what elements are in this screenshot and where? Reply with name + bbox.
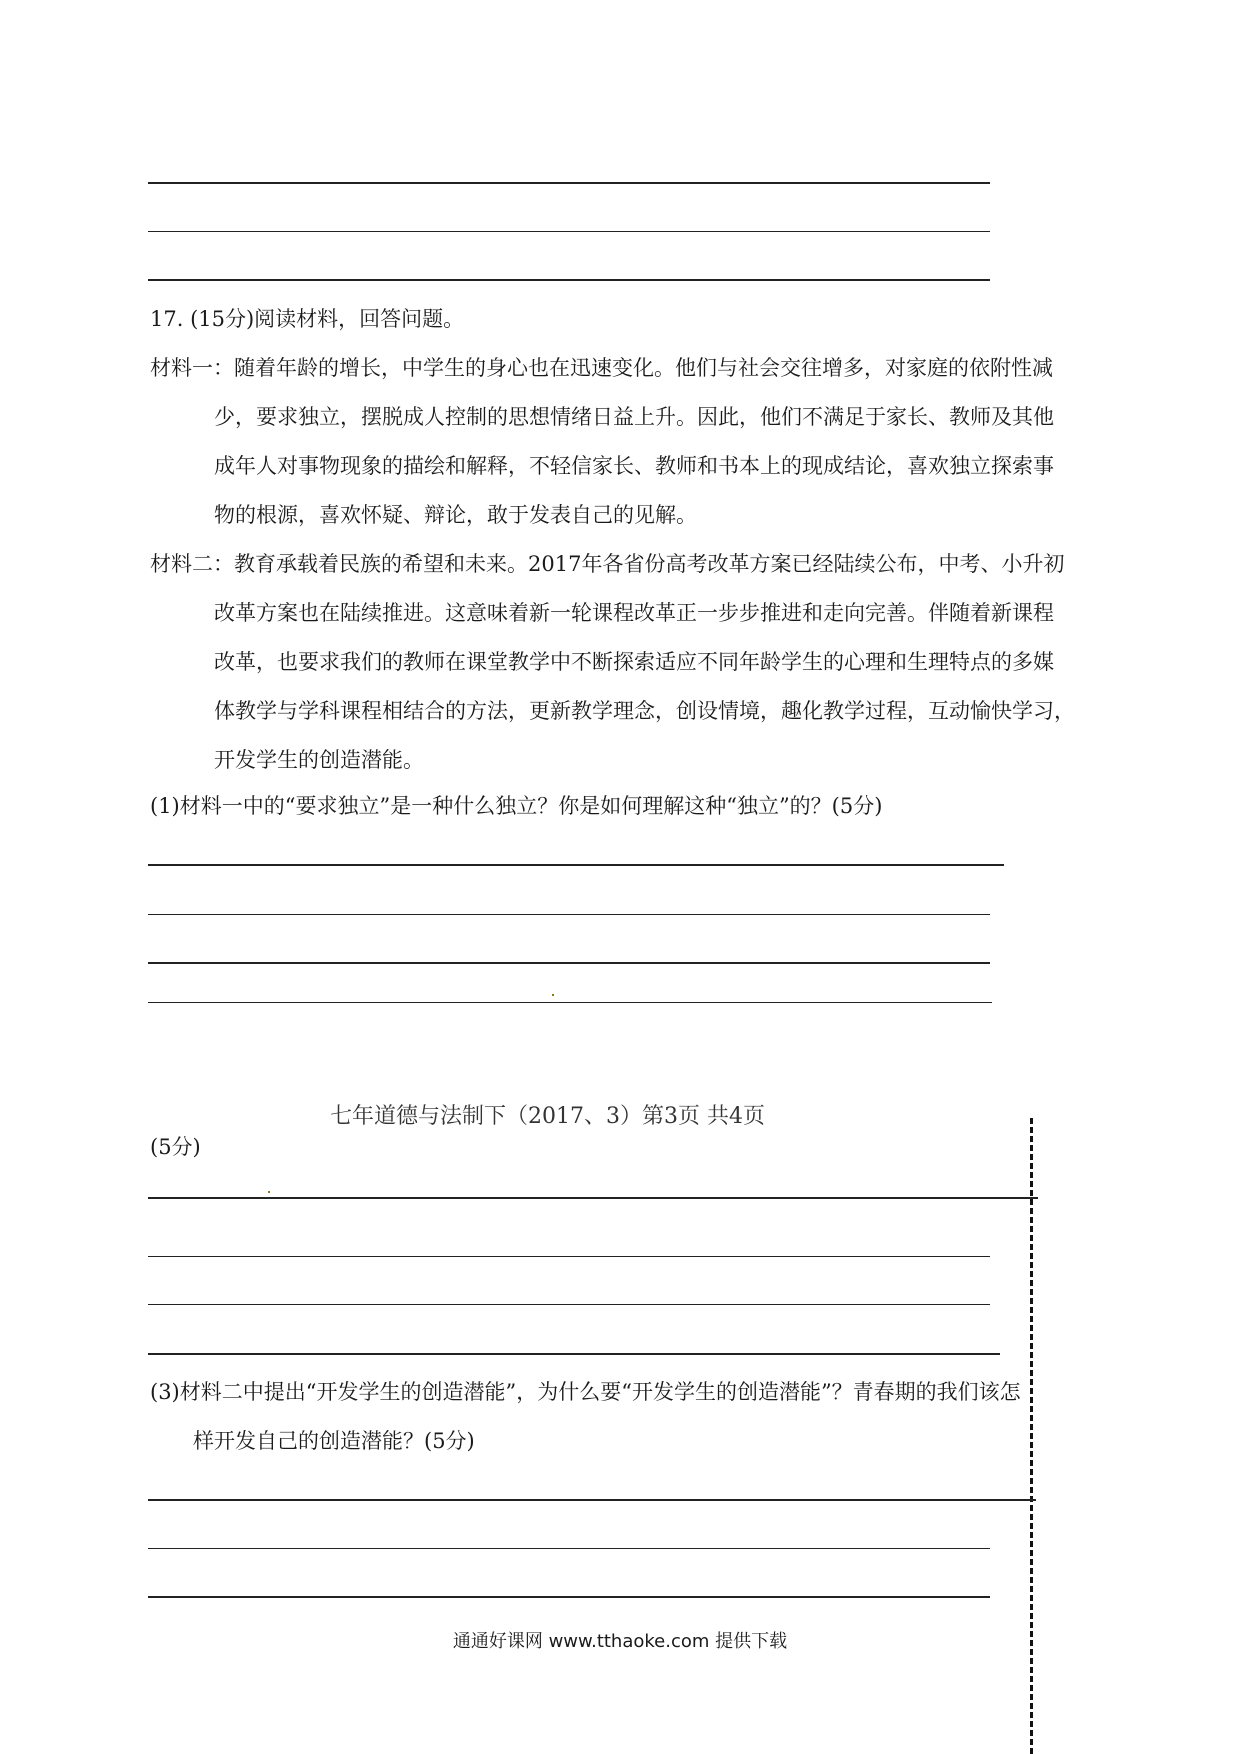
answer-line bbox=[148, 864, 1004, 866]
material-one-line: 物的根源，喜欢怀疑、辩论，敢于发表自己的见解。 bbox=[214, 503, 697, 527]
answer-line bbox=[148, 1197, 1038, 1199]
answer-line bbox=[148, 1548, 990, 1549]
material-two-line: 体教学与学科课程相结合的方法，更新教学理念，创设情境，趣化教学过程，互动愉快学习， bbox=[214, 699, 1075, 723]
material-two-line: 改革方案也在陆续推进。这意味着新一轮课程改革正一步步推进和走向完善。伴随着新课程 bbox=[214, 601, 1054, 625]
answer-line bbox=[148, 914, 990, 915]
sub-question-1: (1)材料一中的“要求独立”是一种什么独立？你是如何理解这种“独立”的？(5分) bbox=[150, 794, 883, 818]
page-footer-cut: 七年道德与法制下（2017、3）第3页 共4页 bbox=[330, 1104, 765, 1129]
answer-line bbox=[148, 962, 990, 964]
answer-line bbox=[148, 231, 990, 232]
binding-dashed-line bbox=[1030, 1118, 1033, 1754]
answer-line bbox=[148, 1596, 990, 1598]
material-two-label: 材料二： bbox=[150, 552, 234, 576]
material-one-line: 成年人对事物现象的描绘和解释，不轻信家长、教师和书本上的现成结论，喜欢独立探索事 bbox=[214, 454, 1054, 478]
question-header: 17. (15分)阅读材料，回答问题。 bbox=[150, 307, 465, 331]
answer-line bbox=[148, 1499, 1036, 1501]
answer-line bbox=[148, 1256, 990, 1257]
answer-line bbox=[148, 1353, 1000, 1355]
material-one-first-line bbox=[150, 344, 1100, 393]
material-two-first-line bbox=[150, 540, 1100, 589]
material-two bbox=[150, 540, 1100, 785]
sub-question-3-line1: (3)材料二中提出“开发学生的创造潜能”，为什么要“开发学生的创造潜能”？青春期的我们该怎 bbox=[150, 1380, 1021, 1404]
material-one-text: 随着年龄的增长，中学生的身心也在迅速变化。他们与社会交往增多，对家庭的依附性减 bbox=[234, 356, 1053, 380]
answer-line bbox=[148, 1002, 992, 1003]
material-two-line: 开发学生的创造潜能。 bbox=[214, 748, 424, 772]
material-one bbox=[150, 344, 1100, 540]
site-footer: 通通好课网 www.tthaoke.com 提供下载 bbox=[452, 1631, 788, 1652]
print-speck bbox=[268, 1191, 270, 1193]
material-two-text: 教育承载着民族的希望和未来。2017年各省份高考改革方案已经陆续公布，中考、小升初 bbox=[234, 552, 1065, 576]
answer-line bbox=[148, 1304, 990, 1305]
answer-line bbox=[148, 279, 990, 281]
sub-question-2-score: (5分) bbox=[150, 1135, 201, 1159]
answer-line bbox=[148, 182, 990, 184]
material-two-line: 改革，也要求我们的教师在课堂教学中不断探索适应不同年龄学生的心理和生理特点的多媒 bbox=[214, 650, 1054, 674]
print-speck bbox=[552, 994, 554, 996]
material-one-line: 少，要求独立，摆脱成人控制的思想情绪日益上升。因此，他们不满足于家长、教师及其他 bbox=[214, 405, 1054, 429]
sub-question-3-line2: 样开发自己的创造潜能？(5分) bbox=[193, 1429, 475, 1453]
material-one-label: 材料一： bbox=[150, 356, 234, 380]
